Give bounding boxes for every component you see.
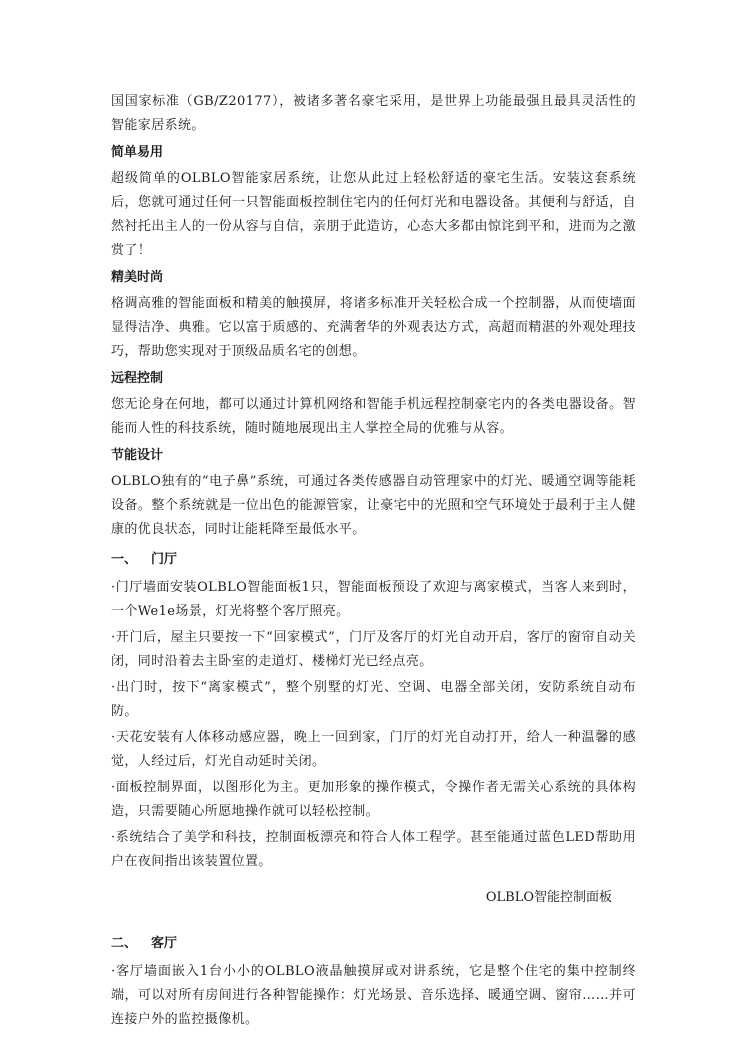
feature-heading: 远程控制 — [111, 371, 164, 386]
intro-paragraph: 国国家标准（GB/Z20177），被诸多著名豪宅采用，是世界上功能最强且最具灵活性的智能家居系统。 — [111, 94, 636, 133]
list-item: ·客厅墙面嵌入1台小小的OLBLO液晶触摸屏或对讲系统，它是整个住宅的集中控制终端，可以对所有房间进行各种智能操作：灯光场景、音乐选择、暖通空调、窗帘……并可连接户外的监控摄像机。 — [111, 964, 636, 1027]
feature-heading: 精美时尚 — [111, 270, 164, 285]
list-item: ·天花安装有人体移动感应器，晚上一回到家，门厅的灯光自动打开，给人一种温馨的感觉，人经过后，灯光自动延时关闭。 — [111, 730, 636, 769]
feature-elegant — [111, 268, 636, 364]
feature-paragraph: 超级简单的OLBLO智能家居系统，让您从此过上轻松舒适的豪宅生活。安装这套系统后，您就可通过任何一只智能面板控制住宅内的任何灯光和电器设备。其便利与舒适，自然衬托出主人的一份从容与自信，亲朋于此造访，心态大多都由惊诧到平和，进而为之激赏了！ — [111, 171, 636, 258]
feature-remote — [111, 369, 636, 441]
feature-heading: 简单易用 — [111, 145, 164, 160]
section-heading-foyer — [111, 550, 636, 570]
feature-heading: 节能设计 — [111, 448, 164, 463]
feature-paragraph: 您无论身在何地，都可以通过计算机网络和智能手机远程控制豪宅内的各类电器设备。智能而人性的科技系统，随时随地展现出主人掌控全局的优雅与从容。 — [111, 397, 636, 436]
list-item: ·系统结合了美学和科技，控制面板漂亮和符合人体工程学。甚至能通过蓝色LED帮助用户在夜间指出该装置位置。 — [111, 830, 636, 869]
feature-energy — [111, 446, 636, 542]
list-item: ·面板控制界面，以图形化为主。更加形象的操作模式，令操作者无需关心系统的具体构造，只需要随心所愿地操作就可以轻松控制。 — [111, 780, 636, 819]
section-number: 二、 — [111, 936, 138, 951]
section-heading-living-room — [111, 934, 636, 954]
list-item: ·出门时，按下“离家模式”，整个别墅的灯光、空调、电器全部关闭，安防系统自动布防。 — [111, 680, 636, 719]
feature-paragraph: OLBLO独有的“电子鼻”系统，可通过各类传感器自动管理家中的灯光、暖通空调等能耗设备。整个系统就是一位出色的能源管家，让豪宅中的光照和空气环境处于最利于主人健康的优良状态，同时让能耗降至最低水平。 — [111, 474, 636, 537]
feature-simple — [111, 143, 636, 263]
list-item: ·门厅墙面安装OLBLO智能面板1只，智能面板预设了欢迎与离家模式，当客人来到时，一个We1e场景，灯光将整个客厅照亮。 — [111, 580, 636, 619]
list-item: ·开门后，屋主只要按一下“回家模式”，门厅及客厅的灯光自动开启，客厅的窗帘自动关闭，同时沿着去主卧室的走道灯、楼梯灯光已经点亮。 — [111, 630, 636, 669]
section-number: 一、 — [111, 552, 138, 567]
section-title: 门厅 — [151, 552, 178, 567]
feature-paragraph: 格调高雅的智能面板和精美的触摸屏，将诸多标准开关轻松合成一个控制器，从而使墙面显得洁净、典雅。它以富于质感的、充满奢华的外观表达方式，高超而精湛的外观处理技巧，帮助您实现对于顶级品质名宅的创想。 — [111, 296, 636, 359]
image-caption: OLBLO智能控制面板 — [485, 890, 612, 905]
section-title: 客厅 — [151, 936, 178, 951]
